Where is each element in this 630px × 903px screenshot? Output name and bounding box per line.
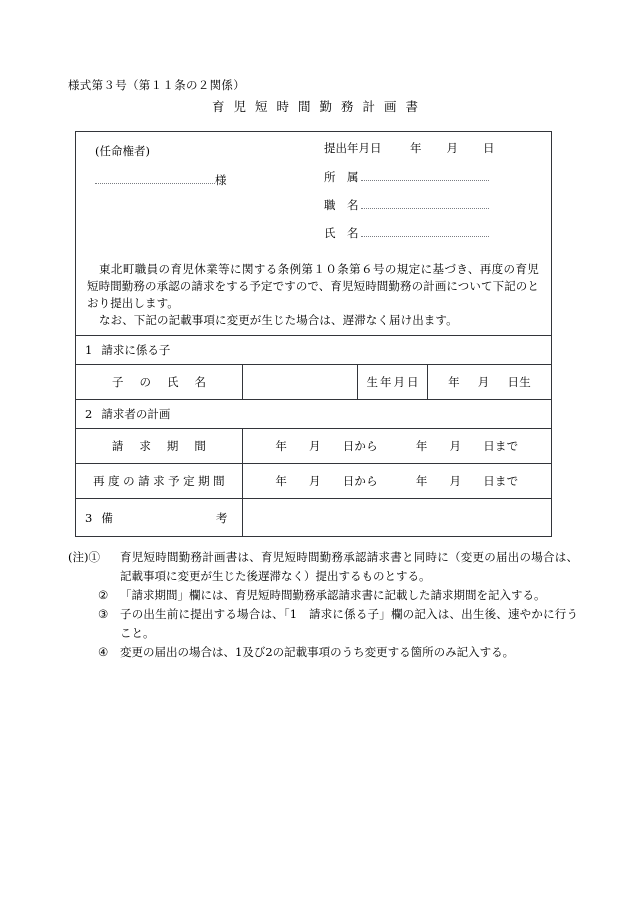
note-marker-2: ② [98,588,109,602]
note-item-4 [68,643,578,662]
child-info-row [76,365,551,400]
affiliation-input[interactable] [361,168,489,181]
child-name-input[interactable] [243,365,358,399]
section2-number: 2 [85,407,93,421]
note-item-1 [68,548,578,586]
affiliation-row [324,168,539,196]
addressee-suffix: 様 [215,173,227,187]
affiliation-label: 所 属 [324,170,359,184]
planned-period-row [76,464,551,499]
statement-block [76,259,551,336]
submit-date-year: 年 [410,141,447,155]
request-from-month: 月 [309,439,321,453]
birth-year: 年 [448,375,460,389]
section1-title: 請求に係る子 [101,343,171,357]
planned-to-month: 月 [449,474,462,488]
submit-date-day: 日 [483,141,520,155]
notes-block [68,548,578,662]
planned-from-year: 年 [275,474,288,488]
statement-body: 東北町職員の育児休業等に関する条例第１０条第６号の規定に基づき、再度の育児短時間勤務の承認の請求をする予定ですので、育児短時間勤務の計画について下記のとおり提出します。 [87,262,539,310]
appointer-label: (任命権者) [95,144,150,158]
statement-note: なお、下記の記載事項に変更が生じた場合は、遅滞なく届け出ます。 [99,313,458,327]
request-to-year: 年 [415,439,428,453]
planned-to-year: 年 [415,474,428,488]
position-row [324,196,539,224]
remarks-input[interactable] [243,499,551,536]
name-row [324,224,539,252]
addressee-dotted-rule [95,172,215,184]
name-input[interactable] [361,224,489,237]
submit-date-ymd [410,140,520,156]
child-birthdate-input[interactable] [428,365,551,399]
submitter-block [76,132,551,259]
section1-number: 1 [85,343,93,357]
request-period-row [76,429,551,464]
request-to-month: 月 [449,439,462,453]
form-box [75,131,552,537]
request-period-input[interactable] [243,429,551,463]
planned-from-day: 日から [342,474,378,488]
birth-day: 日生 [507,375,531,389]
position-label: 職 名 [324,198,359,212]
note-marker-1 [68,548,100,567]
section2-heading-row [76,400,551,429]
note-number-1: ① [88,550,100,564]
document-title: 育児短時間勤務計画書 [211,99,427,114]
section2-heading [76,400,551,428]
submit-date-month: 月 [446,141,483,155]
section1-heading [76,336,551,364]
note-text-3: 子の出生前に提出する場合は、「1 請求に係る子」欄の記入は、出生後、速やかに行うこと。 [120,607,578,640]
section1-heading-row [76,336,551,365]
remarks-char-2: 考 [215,510,228,525]
child-birthdate-label: 生年月日 [358,365,428,399]
submit-date-row [324,140,539,168]
section2-title: 請求者の計画 [101,407,171,421]
request-to-day: 日まで [483,439,519,453]
request-period-label: 請求期間 [76,429,243,463]
form-number: 様式第３号（第１１条の２関係） [68,78,245,92]
note-item-2 [68,586,578,605]
planned-from-month: 月 [309,474,321,488]
remarks-heading [76,499,243,536]
submit-date-label: 提出年月日 [324,141,382,155]
note-text-1: 育児短時間勤務計画書は、育児短時間勤務承認請求書と同時に（変更の届出の場合は、記載事項に変更が生じた後遅滞なく）提出するものとする。 [120,550,578,583]
remarks-row [76,499,551,536]
request-from-day: 日から [342,439,378,453]
note-text-2: 「請求期間」欄には、育児短時間勤務承認請求書に記載した請求期間を記入する。 [120,588,546,602]
remarks-label [101,510,227,526]
planned-to-day: 日まで [483,474,519,488]
addressee-line [95,172,240,188]
remarks-char-1: 備 [101,510,113,525]
name-label: 氏 名 [324,226,359,240]
note-item-3 [68,605,578,643]
planned-period-input[interactable] [243,464,551,498]
note-marker-3: ③ [98,607,109,621]
notes-prefix: (注) [68,550,89,564]
note-text-4: 変更の届出の場合は、1及び2の記載事項のうち変更する箇所のみ記入する。 [120,645,515,659]
position-input[interactable] [361,196,489,209]
note-marker-4: ④ [98,645,109,659]
birth-month: 月 [477,375,490,389]
child-name-label: 子の氏名 [76,365,243,399]
submitter-fields [324,140,539,252]
planned-period-label: 再度の請求予定期間 [76,464,243,498]
section3-number: 3 [85,510,93,525]
request-from-year: 年 [275,439,288,453]
